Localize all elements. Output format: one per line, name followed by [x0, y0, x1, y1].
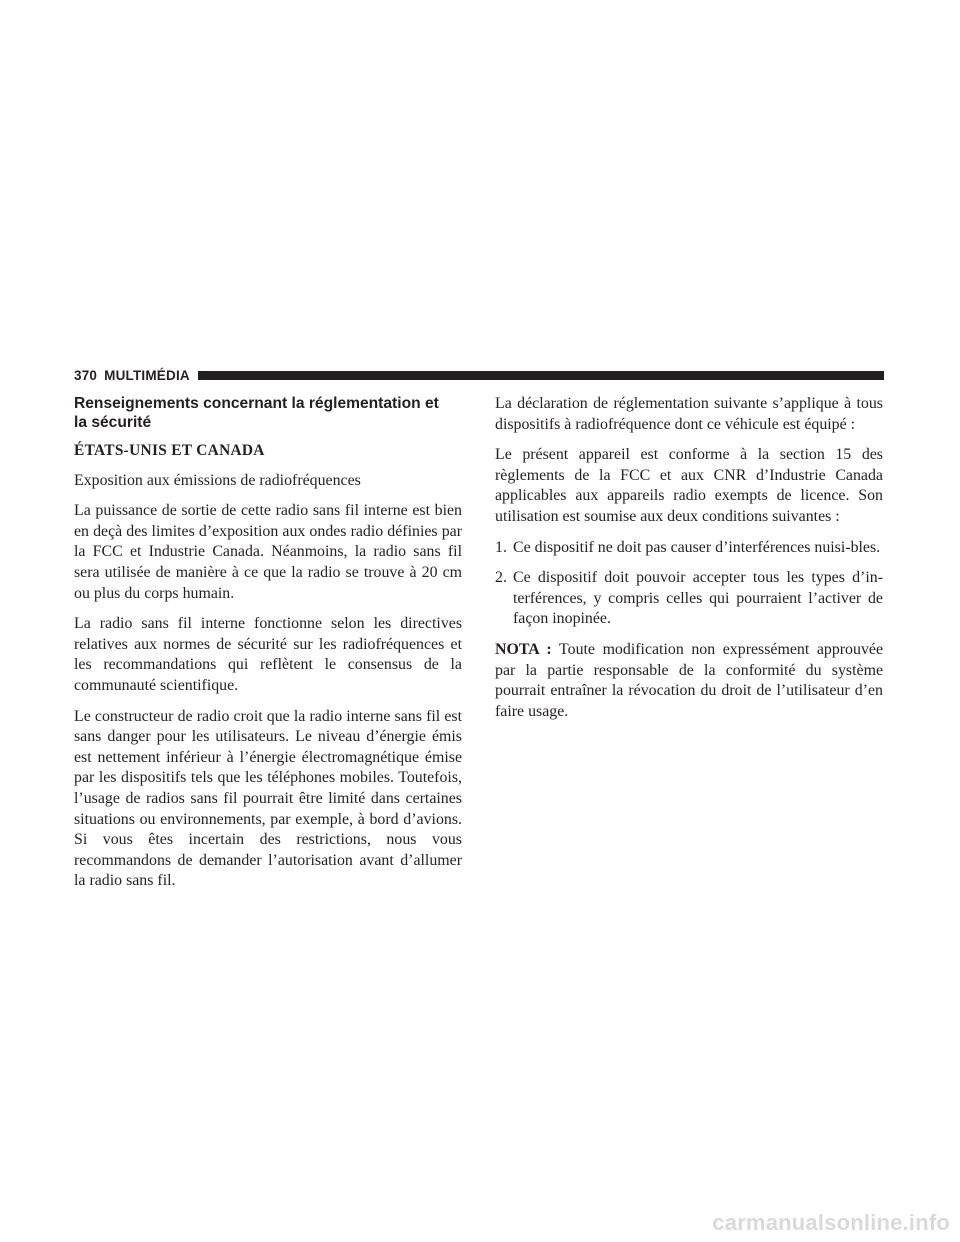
paragraph: La déclaration de réglementation suivante s’applique à tous dispositifs à radiofréquence dont ce véhicule est équipé : [495, 395, 883, 433]
list-text: Ce dispositif ne doit pas causer d’interférences nuisi-bles. [513, 538, 881, 556]
subheading: ÉTATS-UNIS ET CANADA [74, 442, 265, 459]
note-text: Toute modification non expressément approuvée par la partie responsable de la conformité du système pourrait entraîner la révocation du droit de l’utilisateur d’en faire usage. [495, 640, 883, 720]
paragraph: Le constructeur de radio croit que la radio interne sans fil est sans danger pour les utilisateurs. Le niveau d’énergie émis est nettement inférieur à l’énergie électromagnétique émise par les dispositifs tels que les téléphones mobiles. Toutefois, l’usage de radios sans fil pourrait être limité dans certaines situations ou environnements, par exemple, à bord d’avions. Si vous êtes incertain des restrictions, nous vous recommandons de demander l’autorisation avant d’allumer la radio sans fil. [74, 707, 462, 890]
paragraph: La radio sans fil interne fonctionne selon les directives relatives aux normes de sécurité sur les radiofréquences et les recommandations qui reflètent le consensus de la communauté scientifique. [74, 615, 462, 694]
note-label: NOTA : [495, 640, 552, 658]
left-column [74, 394, 462, 902]
list-item [495, 538, 883, 559]
page-number: 370 [74, 367, 98, 383]
section-title-line-1: Renseignements concernant la réglementation et [74, 395, 439, 412]
watermark: carmanualsonline.info [712, 1210, 950, 1235]
list-item [495, 568, 883, 630]
header-rule [198, 371, 884, 380]
paragraph: La puissance de sortie de cette radio sans fil interne est bien en deçà des limites d’exposition aux ondes radio définies par la FCC et Industrie Canada. Néanmoins, la radio sans fil sera utilisée de manière à ce que la radio se trouve à 20 cm ou plus du corps humain. [74, 502, 462, 602]
list-text: Ce dispositif doit pouvoir accepter tous les types d’in-terférences, y compris celles qui pourraient l’activer de façon inopinée. [513, 569, 883, 628]
section-name: MULTIMÉDIA [104, 367, 190, 383]
section-title-line-2: la sécurité [74, 414, 152, 431]
note-paragraph [495, 640, 883, 722]
page-header [74, 364, 884, 386]
paragraph: Le présent appareil est conforme à la section 15 des règlements de la FCC et aux CNR d’Industrie Canada applicables aux appareils radio exempts de licence. Son utilisation est soumise aux deux conditions suivantes : [495, 446, 883, 525]
section-title [74, 394, 462, 432]
list-number: 1. [495, 538, 507, 556]
list-number: 2. [495, 569, 507, 587]
paragraph: Exposition aux émissions de radiofréquences [74, 471, 361, 489]
right-column [495, 394, 883, 732]
